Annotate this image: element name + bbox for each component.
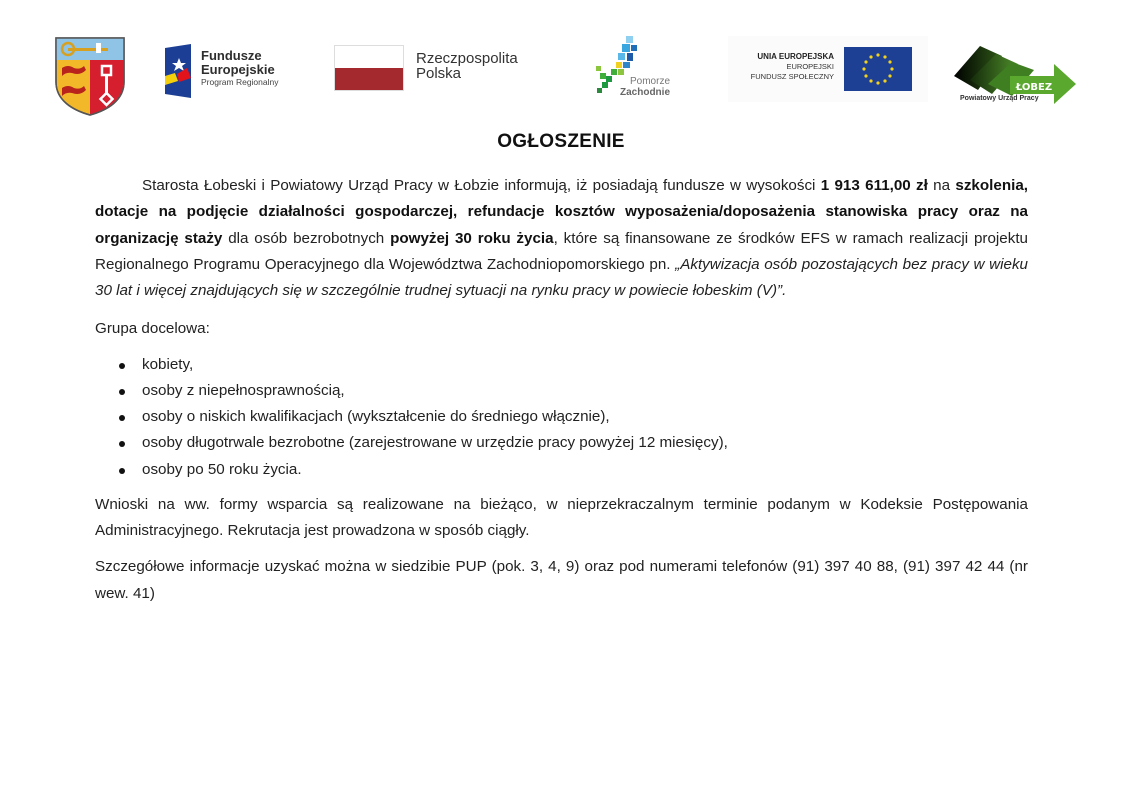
ue-line1: UNIA EUROPEJSKA: [757, 52, 834, 61]
svg-text:ŁOBEZ: ŁOBEZ: [1015, 82, 1053, 93]
rp-line1: Rzeczpospolita: [416, 50, 518, 67]
pomorze-zachodnie-logo: [592, 36, 692, 104]
target-group-list: [95, 352, 1028, 483]
fund-purposes: szkolenia, dotacje na podjęcie działalności gospodarczej, refundacje kosztów wyposażenia/doposażenia stanowiska pracy oraz na organizację staży: [95, 177, 1028, 247]
pz-line2: Zachodnie: [620, 87, 671, 98]
eu-flag-icon: [844, 47, 912, 91]
polish-flag-icon: [334, 45, 404, 91]
list-item: osoby z niepełnosprawnością,: [142, 378, 1028, 404]
intro-paragraph: [95, 173, 1028, 304]
project-name: „Aktywizacja osób pozostających bez pracy w wieku 30 lat i więcej znajdujących się w szczególnie trudnej sytuacji na rynku pracy w powiecie łobeskim (V)”.: [95, 255, 1029, 300]
powiat-crest-logo: [54, 36, 126, 116]
age-criterion: powyżej 30 roku życia: [390, 229, 554, 247]
list-item: osoby długotrwale bezrobotne (zarejestrowane w urzędzie pracy powyżej 12 miesięcy),: [142, 430, 1028, 456]
intro-text-3: dla osób bezrobotnych: [222, 229, 391, 247]
list-item: osoby o niskich kwalifikacjach (wykształcenie do średniego włącznie),: [142, 404, 1028, 430]
intro-text-2: na: [927, 177, 956, 194]
intro-text-1: Starosta Łobeski i Powiatowy Urząd Pracy w Łobzie informują, iż posiadają fundusze w wysokości: [142, 177, 821, 194]
fe-star-icon: [163, 44, 193, 98]
logo-bar: [0, 0, 1122, 125]
announcement-body: [95, 173, 1028, 607]
fe-line3: Program Regionalny: [201, 77, 279, 88]
pup-subtitle: Powiatowy Urząd Pracy: [960, 95, 1039, 102]
unia-europejska-efs-logo: [728, 36, 928, 102]
rzeczpospolita-polska-logo: [334, 45, 544, 93]
intro-text-4: , które są finansowane ze środków EFS w ramach realizacji projektu Regionalnego Programu Operacyjnego dla Województwa Zachodniopomorskiego pn.: [95, 229, 1028, 273]
applications-paragraph: Wnioski na ww. formy wsparcia są realizowane na bieżąco, w nieprzekraczalnym terminie podanym w Kodeksie Postępowania Administracyjnego. Rekrutacja jest prowadzona w sposób ciągły.: [95, 495, 1028, 540]
crest-icon: [54, 36, 126, 116]
pz-line1: Pomorze: [630, 76, 671, 87]
fundusze-europejskie-logo: [163, 44, 303, 98]
fe-line1: Fundusze: [201, 48, 262, 63]
page-title: OGŁOSZENIE: [497, 131, 625, 152]
fund-amount: 1 913 611,00 zł: [820, 177, 928, 194]
ue-line3: FUNDUSZ SPOŁECZNY: [750, 72, 834, 81]
list-item: kobiety,: [142, 352, 1028, 378]
list-item: osoby po 50 roku życia.: [142, 457, 1028, 483]
contact-paragraph: Szczegółowe informacje uzyskać można w siedzibie PUP (pok. 3, 4, 9) oraz pod numerami telefonów (91) 397 40 88, (91) 397 42 44 (nr wew. 41): [95, 558, 1028, 602]
rp-line2: Polska: [416, 65, 462, 82]
pup-lobez-logo: [950, 42, 1078, 108]
target-group-label: Grupa docelowa:: [95, 320, 210, 338]
fe-line2: Europejskie: [201, 61, 275, 77]
ue-line2: EUROPEJSKI: [786, 62, 834, 71]
